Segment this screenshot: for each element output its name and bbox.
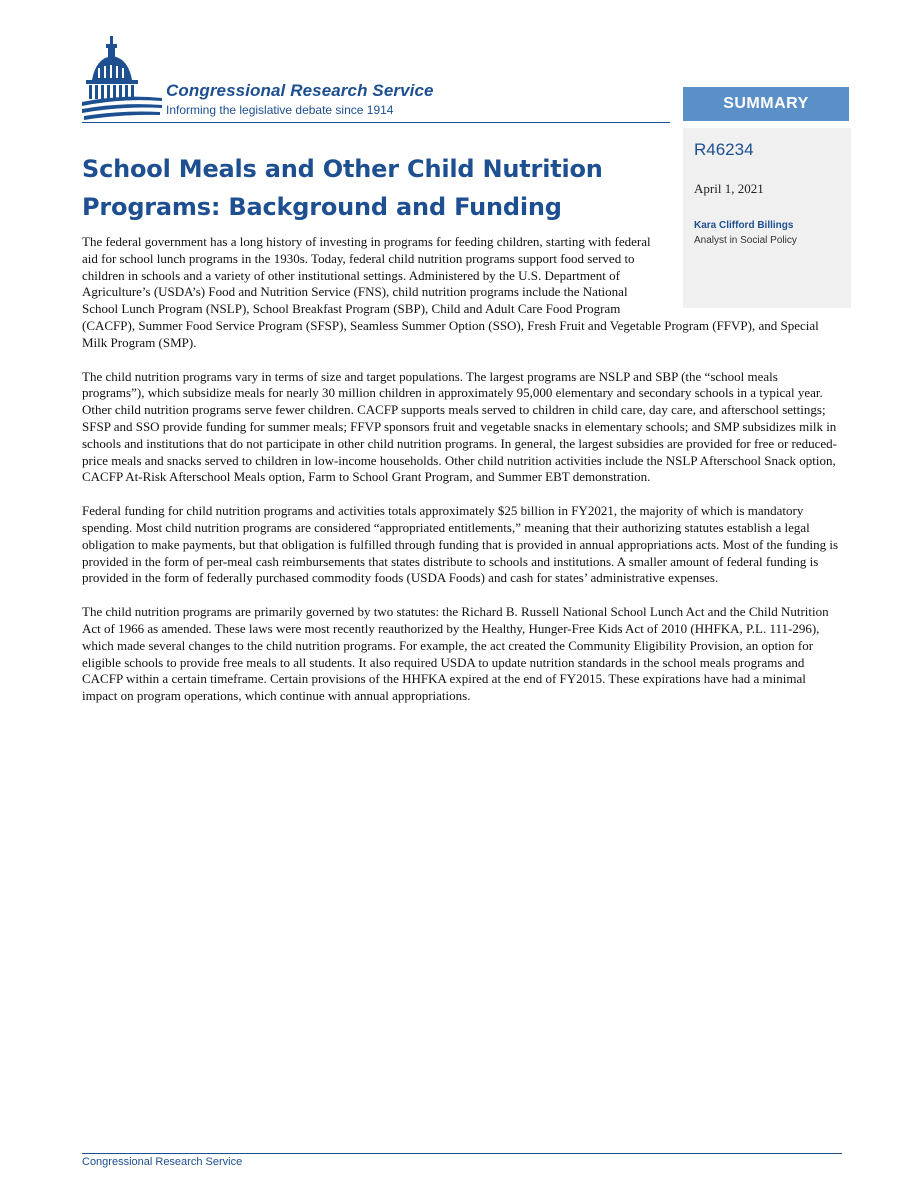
body-paragraph: Federal funding for child nutrition programs and activities totals approximately $25 billion in FY2021, the majority of which is mandatory spending. Most child nutrition programs are considered “appropriated entitlements,” meaning that their authorizing statutes establish a legal obligation to make payments, but that obligation is fulfilled through funding that is provided in annual appropriations acts. Most of the funding is provided in the form of per-meal cash reimbursements that states distribute to schools and institutions. A smaller amount of federal funding is provided in the form of federally purchased commodity foods (USDA Foods) and cash for states’ administrative expenses. [82,503,839,586]
header-divider [82,122,670,123]
author-name: Kara Clifford Billings [694,220,794,231]
body-paragraph: The federal government has a long history of investing in programs for feeding children, starting with federal aid for school lunch programs in the 1930s. Today, federal child nutrition programs support food served to children in schools and a variety of other institutional settings. Administered by the U.S. Department of Agriculture’s (USDA’s) Food and Nutrition Service (FNS), child nutrition programs include the National School Lunch Program (NSLP), School Breakfast Program (SBP), Child and Adult Care Food Program (CACFP), Summer Food Service Program (SFSP), Seamless Summer Option (SSO), Fresh Fruit and Vegetable Program (FFVP), and Special Milk Program (SMP). [82,234,819,350]
crs-logo [82,36,672,124]
report-date: April 1, 2021 [694,181,764,196]
footer-text: Congressional Research Service [82,1156,243,1168]
summary-tab: SUMMARY [683,87,849,121]
body-paragraph: The child nutrition programs vary in terms of size and target populations. The largest programs are NSLP and SBP (the “school meals programs”), which subsidize meals for nearly 30 million children in approximately 95,000 elementary and secondary schools in a typical year. Other child nutrition programs serve fewer children. CACFP supports meals served to children in child care, day care, and afterschool settings; SFSP and SSO provide funding for summer meals; FFVP sponsors fruit and vegetable snacks in elementary schools; and SMP subsidizes milk in schools and institutions that do not participate in other child nutrition programs. In general, the largest subsidies are provided for free or reduced-price meals and snacks served to children in low-income households. Other child nutrition activities include the NSLP Afterschool Snack option, CACFP At-Risk Afterschool Meals option, Farm to School Grant Program, and Summer EBT demonstration. [82,368,837,485]
page-title: School Meals and Other Child Nutrition Programs: Background and Funding [82,155,603,221]
sidebar-wrap-spacer [664,234,842,312]
author-title: Analyst in Social Policy [694,235,797,246]
footer-divider [82,1153,842,1154]
report-number: R46234 [694,140,754,159]
org-name: Congressional Research Service [166,81,434,100]
capitol-dome-icon [82,36,162,120]
document-body [82,234,842,722]
body-paragraph: The child nutrition programs are primarily governed by two statutes: the Richard B. Russell National School Lunch Act and the Child Nutrition Act of 1966 as amended. These laws were most recently reauthorized by the Healthy, Hunger-Free Kids Act of 2010 (HHFKA, P.L. 111-296), which made several changes to the child nutrition programs. For example, the act created the Community Eligibility Provision, an option for eligible schools to provide free meals to all students. It also required USDA to update nutrition standards in the school meals programs and CACFP within a certain timeframe. Certain provisions of the HHFKA expired at the end of FY2015. These expirations have had a minimal impact on program operations, which continue with annual appropriations. [82,604,829,704]
org-tagline: Informing the legislative debate since 1914 [166,103,394,117]
